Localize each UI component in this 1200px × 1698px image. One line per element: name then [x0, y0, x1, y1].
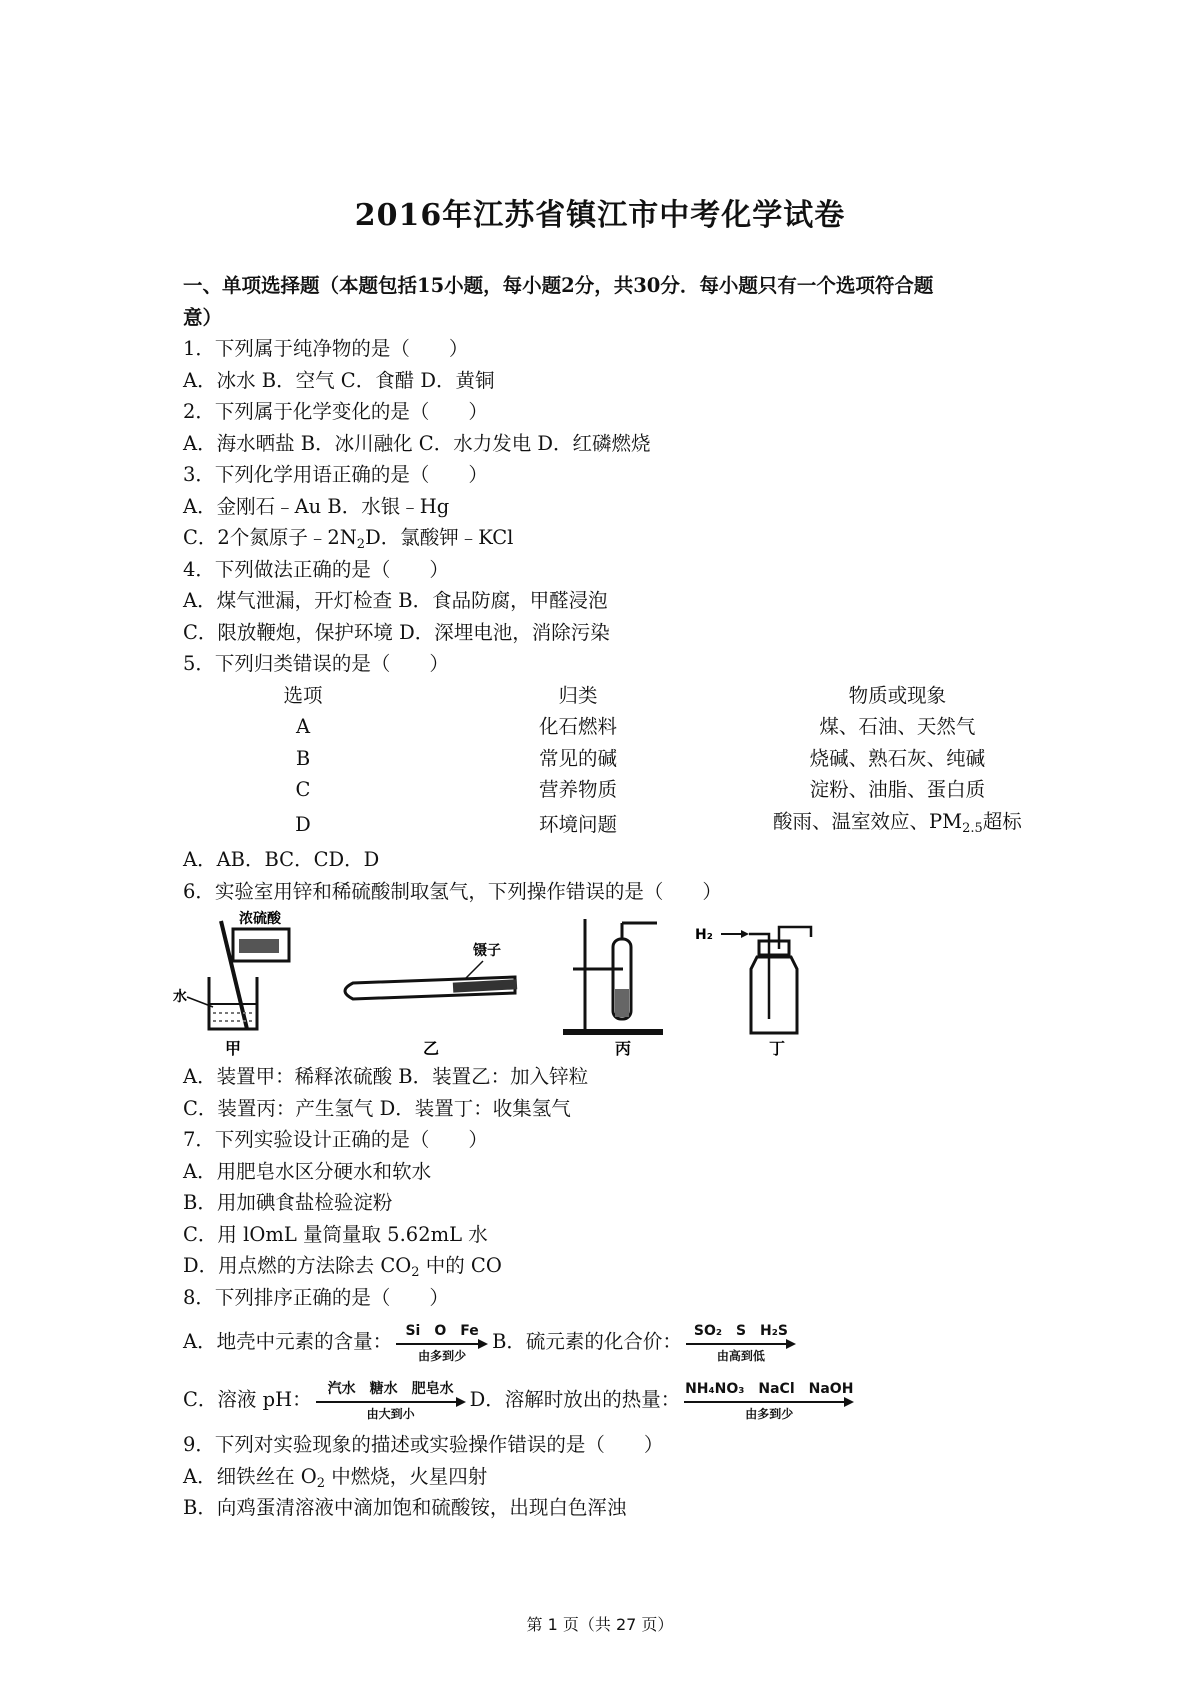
table-header-cell: 选项 — [283, 683, 323, 707]
q3-options-1: A．金刚石﹣Au B．水银﹣Hg — [183, 494, 450, 518]
q6-apparatus-figure — [173, 909, 1043, 1059]
q3-opt-c: C．2个氮原子﹣2N — [183, 526, 357, 549]
gas-bottle — [751, 957, 797, 1033]
apparatus-bing — [553, 909, 673, 1059]
q6-options-1: A．装置甲：稀释浓硫酸 B．装置乙：加入锌粒 — [183, 1065, 589, 1088]
table-cell: A — [295, 715, 311, 738]
q8-opt-c-arrow — [316, 1381, 466, 1421]
yi-name: 乙 — [423, 1039, 440, 1058]
q4-options-2: C．限放鞭炮，保护环境 D．深埋电池，消除污染 — [183, 620, 610, 644]
q7-opt-a: A．用肥皂水区分硬水和软水 — [183, 1159, 432, 1183]
apparatus-ding — [693, 909, 843, 1059]
q8-opt-b-arrow — [686, 1323, 796, 1363]
table-header-cell: 物质或现象 — [848, 683, 947, 707]
q7-stem: 7．下列实验设计正确的是（ ） — [183, 1128, 488, 1151]
stand-base — [563, 1029, 663, 1035]
table-cell — [773, 806, 1022, 845]
table-cell: B — [295, 746, 311, 770]
table-cell: 化石燃料 — [538, 715, 617, 738]
arrow-bottom-label: 由多到少 — [745, 1406, 794, 1421]
arrow-top-label: NH₄NO₃ NaCl NaOH — [685, 1380, 854, 1397]
q3-opt-d: D．氯酸钾﹣KCl — [365, 526, 514, 549]
page-footer: 第 1 页（共 27 页） — [526, 1615, 674, 1634]
q6-stem: 6．实验室用锌和稀硫酸制取氢气，下列操作错误的是（ ） — [183, 879, 722, 903]
q9-opt-b: B．向鸡蛋清溶液中滴加饱和硫酸铵，出现白色浑浊 — [183, 1496, 627, 1519]
q8-opt-a-arrow — [396, 1323, 488, 1363]
yi-label-tweezers: 镊子 — [473, 943, 501, 959]
table-row — [223, 743, 1022, 775]
pm-subscript: 2.5 — [962, 820, 983, 836]
q7-opt-b: B．用加碘食盐检验淀粉 — [183, 1191, 393, 1214]
table-cell: 常见的碱 — [538, 746, 617, 770]
arrow-top-label: Si O Fe — [405, 1322, 479, 1339]
q8-options-ab — [183, 1313, 1043, 1371]
table-cell: 淀粉、油脂、蛋白质 — [809, 778, 986, 801]
acid-bottle-label — [239, 939, 279, 953]
pm-text: 酸雨、温室效应、PM — [773, 809, 963, 833]
apparatus-yi — [333, 909, 573, 1059]
q3-options-2 — [183, 522, 1043, 554]
table-cell: 烧碱、熟石灰、纯碱 — [809, 746, 986, 770]
liquid — [615, 989, 629, 1017]
stopper — [759, 941, 789, 955]
q9-opt-a-suffix: 中燃烧，火星四射 — [325, 1464, 488, 1488]
q8-opt-b: B．硫元素的化合价： — [492, 1330, 682, 1353]
q3-opt-c-subscript: 2 — [356, 537, 366, 552]
q8-opt-a: A．地壳中元素的含量： — [183, 1330, 393, 1353]
ding-name: 丁 — [769, 1039, 786, 1058]
q8-opt-c: C．溶液 pH： — [183, 1388, 312, 1411]
o2-subscript: 2 — [316, 1475, 326, 1491]
ding-label-h2: H₂ — [695, 927, 713, 943]
pm-suffix: 超标 — [982, 809, 1022, 833]
table-cell: 煤、石油、天然气 — [819, 715, 976, 738]
q4-stem: 4．下列做法正确的是（ ） — [183, 557, 449, 581]
q8-stem: 8．下列排序正确的是（ ） — [183, 1285, 449, 1309]
jia-label-acid: 浓硫酸 — [239, 911, 281, 927]
outlet-tube — [779, 927, 811, 949]
table-cell: C — [295, 778, 311, 801]
q7-opt-d — [183, 1250, 1043, 1282]
h2-arrow-head — [741, 930, 749, 938]
table-header-cell: 归类 — [558, 683, 598, 707]
table-cell: 营养物质 — [538, 778, 617, 801]
table-cell: 环境问题 — [538, 813, 617, 836]
q6-options-2: C．装置丙：产生氢气 D．装置丁：收集氢气 — [183, 1096, 571, 1120]
q9-stem: 9．下列对实验现象的描述或实验操作错误的是（ ） — [183, 1433, 664, 1456]
arrow-bottom-label: 由高到低 — [716, 1348, 765, 1363]
arrow-bottom-label: 由大到小 — [366, 1406, 415, 1421]
arrow-line — [396, 1339, 488, 1349]
exam-content — [173, 270, 1043, 1524]
q8-opt-d: D．溶解时放出的热量： — [469, 1388, 681, 1411]
table-row — [223, 806, 1022, 845]
section-heading-line-1: 一、单项选择题（本题包括15小题，每小题2分，共30分．每小题只有一个选项符合题 — [183, 274, 934, 297]
q7-opt-d-suffix: 中的 CO — [419, 1254, 502, 1277]
table-header-row — [223, 680, 1022, 712]
q2-stem: 2．下列属于化学变化的是（ ） — [183, 400, 488, 423]
q8-opt-d-arrow — [684, 1381, 854, 1421]
bing-name: 丙 — [615, 1039, 632, 1058]
q9-opt-a-text: A．细铁丝在 O — [183, 1464, 317, 1488]
arrow-top-label: 汽水 糖水 肥皂水 — [327, 1380, 454, 1397]
tweezers — [453, 979, 517, 992]
q5-stem: 5．下列归类错误的是（ ） — [183, 652, 449, 675]
q7-opt-c: C．用 lOmL 量筒量取 5.62mL 水 — [183, 1222, 488, 1246]
table-row — [223, 774, 1022, 806]
jia-label-water: 水 — [173, 989, 187, 1005]
q4-options-1: A．煤气泄漏，开灯检查 B．食品防腐，甲醛浸泡 — [183, 589, 608, 612]
arrow-line — [684, 1397, 854, 1407]
tweezers-pointer — [465, 961, 483, 979]
q5-options: A．AB．BC．CD．D — [183, 848, 380, 871]
arrow-line — [316, 1397, 466, 1407]
apparatus-jia — [173, 909, 303, 1059]
section-heading-line-2: 意） — [183, 305, 223, 329]
table-row — [223, 711, 1022, 743]
q7-opt-d-text: D．用点燃的方法除去 CO — [183, 1254, 412, 1277]
co2-subscript: 2 — [411, 1265, 420, 1280]
jia-name: 甲 — [225, 1039, 242, 1058]
q8-options-cd — [183, 1371, 1043, 1429]
arrow-line — [686, 1339, 796, 1349]
q2-options: A．海水晒盐 B．冰川融化 C．水力发电 D．红磷燃烧 — [183, 431, 651, 455]
q1-options: A．冰水 B．空气 C．食醋 D．黄铜 — [183, 368, 495, 392]
arrow-top-label: SO₂ S H₂S — [693, 1322, 788, 1339]
q3-stem: 3．下列化学用语正确的是（ ） — [183, 463, 488, 486]
q5-classification-table — [223, 680, 1022, 845]
q1-stem: 1．下列属于纯净物的是（ ） — [183, 337, 469, 360]
arrow-bottom-label: 由多到少 — [418, 1348, 467, 1363]
page-title: 2016年江苏省镇江市中考化学试卷 — [354, 198, 846, 233]
table-cell: D — [295, 813, 311, 836]
q9-opt-a — [183, 1461, 1043, 1493]
